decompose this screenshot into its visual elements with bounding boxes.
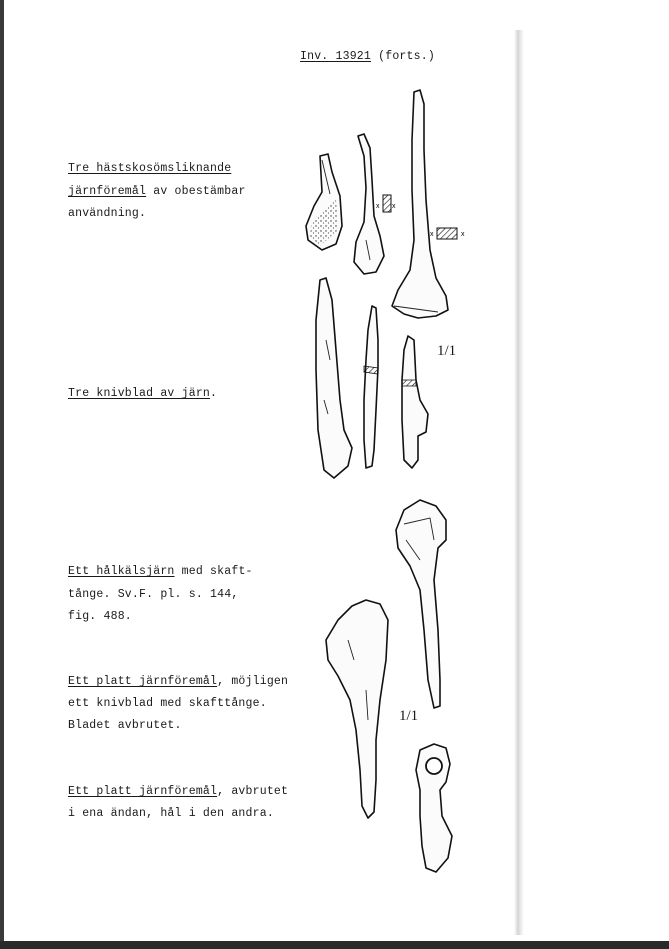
nail-cross-section-1 bbox=[383, 195, 391, 212]
flat-knife-object-drawing bbox=[326, 600, 388, 818]
entry-1-line-3: användning. bbox=[68, 207, 147, 220]
knife-blade-3-drawing bbox=[402, 336, 428, 468]
entry-1-line-2: järnföremål av obestämbar bbox=[68, 185, 246, 198]
entry-3-line-2: tånge. Sv.F. pl. s. 144, bbox=[68, 588, 239, 601]
section-mark-x1: x bbox=[376, 203, 380, 210]
nail-object-1-drawing bbox=[306, 154, 342, 250]
section-mark-x2: x bbox=[392, 203, 396, 210]
entry-4-line-1: Ett platt järnföremål, möjligen bbox=[68, 675, 289, 688]
entry-5-line-1: Ett platt järnföremål, avbrutet bbox=[68, 785, 289, 798]
inventory-suffix: (forts.) bbox=[371, 50, 435, 63]
knife-blade-1-drawing bbox=[316, 278, 352, 478]
section-mark-x4: x bbox=[461, 231, 465, 238]
section-mark-x3: x bbox=[430, 231, 434, 238]
nail-object-3-drawing bbox=[392, 90, 448, 318]
scale-mark-lower: 1/1 bbox=[399, 708, 419, 724]
entry-3-line-1: Ett hålkälsjärn med skaft- bbox=[68, 565, 253, 578]
holed-object-drawing bbox=[416, 744, 452, 872]
object-hole bbox=[426, 758, 442, 774]
inventory-number: Inv. 13921 bbox=[300, 50, 372, 63]
nail-cross-section-2 bbox=[437, 228, 457, 239]
entry-4-line-3: Bladet avbrutet. bbox=[68, 719, 182, 732]
scale-mark-upper: 1/1 bbox=[437, 343, 457, 359]
entry-1-line-1: Tre hästskosömsliknande bbox=[68, 162, 232, 175]
knife-blade-2-drawing bbox=[364, 306, 378, 468]
gouge-drawing bbox=[396, 500, 446, 708]
entry-4-line-2: ett knivblad med skafttånge. bbox=[68, 697, 267, 710]
entry-2-line-1: Tre knivblad av järn. bbox=[68, 387, 218, 400]
entry-5-line-2: i ena ändan, hål i den andra. bbox=[68, 807, 274, 820]
nail-object-2-drawing bbox=[354, 134, 384, 274]
entry-3-line-3: fig. 488. bbox=[68, 610, 132, 623]
